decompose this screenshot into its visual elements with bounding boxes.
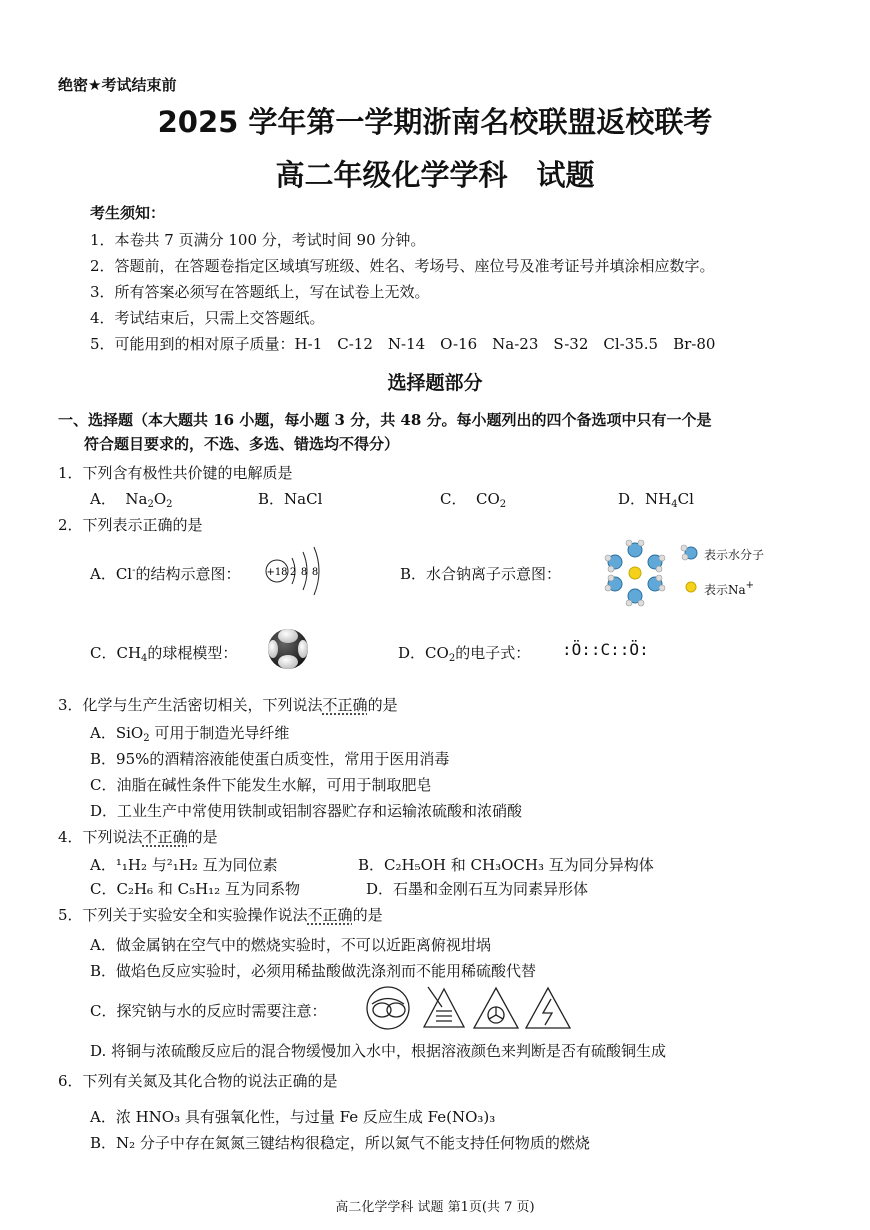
exam-subtitle: 高二年级化学学科 试题 <box>275 158 595 192</box>
svg-text:8: 8 <box>300 567 308 578</box>
svg-text:8: 8 <box>311 567 319 578</box>
q5-option-a: A．做金属钠在空气中的燃烧实验时，不可以近距离俯视坩埚 <box>90 936 491 954</box>
q4-option-c: C．C₂H₆ 和 C₅H₁₂ 互为同系物 <box>90 880 300 898</box>
confidential-label: 绝密★考试结束前 <box>58 76 177 94</box>
legend-sodium: 表示Na+ <box>704 580 755 597</box>
q2-option-b: B．水合钠离子示意图： <box>400 565 562 583</box>
q4-option-b: B．C₂H₅OH 和 CH₃OCH₃ 互为同分异构体 <box>358 856 654 874</box>
legend-water: 表示水分子 <box>704 548 765 562</box>
section-title: 选择题部分 <box>387 372 483 394</box>
page-footer: 高二化学学科 试题 第1页(共 7 页) <box>335 1200 535 1215</box>
part-one-line1: 一、选择题（本大题共 16 小题，每小题 3 分，共 48 分。每小题列出的四个备选项中只有一个是 <box>58 411 712 429</box>
no-flame-icon <box>424 987 464 1027</box>
notice-item-5: 5．可能用到的相对原子质量：H-1 C-12 N-14 O-16 Na-23 S-32 Cl-35.5 Br-80 <box>90 335 716 353</box>
chloride-ion-structure-diagram <box>262 546 332 596</box>
safety-icons <box>366 985 574 1031</box>
q2-option-a: A．Cl-的结构示意图： <box>90 565 241 583</box>
notice-item-3: 3．所有答案必须写在答题纸上，写在试卷上无效。 <box>90 283 430 301</box>
q5-option-c: C．探究钠与水的反应时需要注意： <box>90 1002 327 1020</box>
q5-option-b: B．做焰色反应实验时，必须用稀盐酸做洗涤剂而不能用稀硫酸代替 <box>90 962 537 980</box>
part-one-instructions <box>58 408 828 456</box>
q2-option-c: C．$CH_4$的球棍模型： <box>90 644 238 664</box>
sodium-ion-legend-icon <box>684 580 698 594</box>
part-one-line2: 符合题目要求的，不选、多选、错选均不得分） <box>84 435 400 453</box>
svg-text:2: 2 <box>289 567 297 578</box>
q4-stem: 4．下列说法不正确的是 <box>58 828 218 846</box>
ventilation-icon <box>474 988 518 1028</box>
q3-option-c: C．油脂在碱性条件下能发生水解，可用于制取肥皂 <box>90 776 432 794</box>
q3-option-b: B．95%的酒精溶液能使蛋白质变性，常用于医用消毒 <box>90 750 450 768</box>
q1-option-c: C． $CO_2$ <box>440 490 507 510</box>
q3-option-d: D．工业生产中常使用铁制或铝制容器贮存和运输浓硫酸和浓硝酸 <box>90 802 523 820</box>
q1-stem: 1．下列含有极性共价键的电解质是 <box>58 464 293 482</box>
q2-option-d: D．$CO_2$的电子式： <box>398 644 531 664</box>
q4-option-d: D．石墨和金刚石互为同素异形体 <box>366 880 589 898</box>
q2-stem: 2．下列表示正确的是 <box>58 516 203 534</box>
q3-option-a: A．SiO$_2$ 可用于制造光导纤维 <box>90 724 290 744</box>
q1-option-d: D．$NH_4Cl$ <box>618 490 694 510</box>
q6-stem: 6．下列有关氮及其化合物的说法正确的是 <box>58 1072 338 1090</box>
notice-heading: 考生须知： <box>90 204 166 222</box>
q6-option-a: A．浓 HNO₃ 具有强氧化性，与过量 Fe 反应生成 Fe(NO₃)₃ <box>90 1108 496 1126</box>
q4-option-a: A．¹₁H₂ 与²₁H₂ 互为同位素 <box>90 856 278 874</box>
methane-ball-stick-model <box>262 625 314 673</box>
notice-item-1: 1．本卷共 7 页满分 100 分，考试时间 90 分钟。 <box>90 231 426 249</box>
q1-option-b: B．NaCl <box>258 490 323 508</box>
nucleus-charge: +18 <box>266 567 288 578</box>
exam-title: 2025 学年第一学期浙南名校联盟返校联考 <box>157 105 713 139</box>
water-molecule-legend-icon <box>680 543 702 561</box>
q3-stem: 3．化学与生产生活密切相关，下列说法不正确的是 <box>58 696 398 714</box>
q1-option-a: A． $Na_2O_2$ <box>90 490 173 510</box>
q5-stem: 5．下列关于实验安全和实验操作说法不正确的是 <box>58 906 383 924</box>
goggles-icon <box>367 987 409 1029</box>
q5-option-d: D. 将铜与浓硫酸反应后的混合物缓慢加入水中，根据溶液颜色来判断是否有硫酸铜生成 <box>90 1042 667 1060</box>
co2-electron-formula: :Ö::C::Ö: <box>562 640 649 659</box>
notice-item-4: 4．考试结束后，只需上交答题纸。 <box>90 309 325 327</box>
notice-item-2: 2．答题前，在答题卷指定区域填写班级、姓名、考场号、座位号及准考证号并填涂相应数字。 <box>90 257 715 275</box>
hydrated-sodium-ion-diagram <box>600 538 670 608</box>
electrical-hazard-icon <box>526 988 570 1028</box>
q6-option-b: B．N₂ 分子中存在氮氮三键结构很稳定，所以氮气不能支持任何物质的燃烧 <box>90 1134 590 1152</box>
